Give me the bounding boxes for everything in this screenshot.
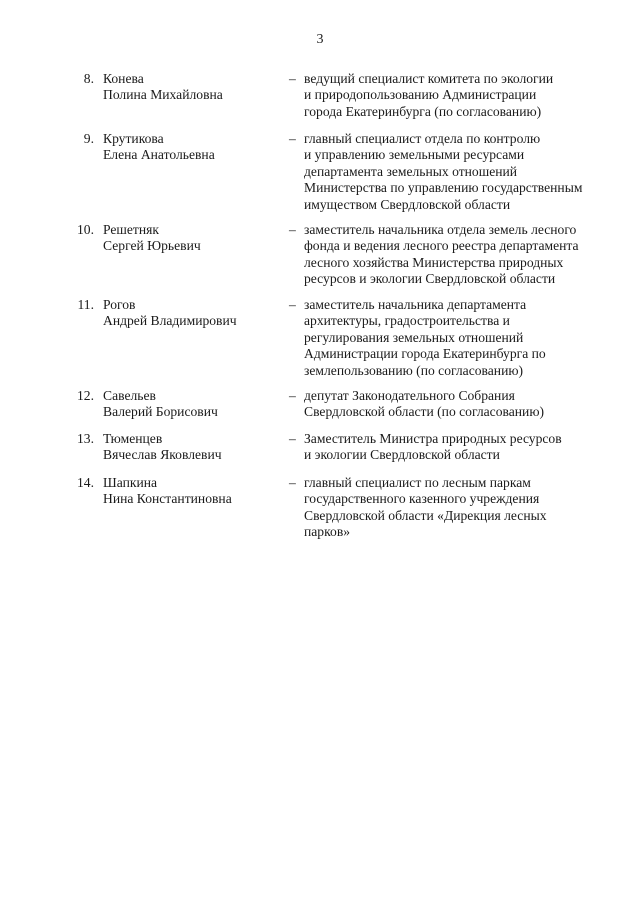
person-surname: Савельев	[103, 388, 156, 403]
person-name	[103, 431, 273, 464]
position-line: регулирования земельных отношений	[304, 329, 524, 345]
person-name	[103, 71, 273, 104]
person-surname: Крутикова	[103, 131, 164, 146]
position-line: заместитель начальника департамента	[304, 297, 527, 312]
position-line: имуществом Свердловской области	[304, 196, 511, 212]
page-number: 3	[316, 32, 324, 47]
position-line: главный специалист отдела по контролю	[304, 131, 541, 146]
person-given-names: Нина Константиновна	[103, 491, 232, 507]
entry-number: 12.	[77, 388, 94, 403]
dash-separator: –	[289, 297, 296, 312]
position-line: Министерства по управлению государственным	[304, 180, 583, 196]
position-line: и природопользованию Администрации	[304, 87, 537, 103]
entry-number: 11.	[77, 297, 94, 312]
dash-separator: –	[289, 222, 296, 237]
person-name	[103, 475, 273, 508]
person-name	[103, 222, 273, 255]
person-surname: Шапкина	[103, 475, 158, 490]
position-line: ресурсов и экологии Свердловской области	[304, 271, 556, 287]
position-line: Свердловской области «Дирекция лесных	[304, 507, 547, 523]
person-given-names: Елена Анатольевна	[103, 147, 215, 163]
entry-number: 10.	[77, 222, 94, 237]
person-position	[304, 297, 604, 379]
entry-number: 9.	[83, 131, 94, 146]
person-surname: Рогов	[103, 297, 136, 312]
dash-separator: –	[289, 71, 296, 86]
dash-separator: –	[289, 131, 296, 146]
person-given-names: Полина Михайловна	[103, 87, 223, 103]
dash-separator: –	[289, 388, 296, 403]
person-name	[103, 297, 273, 330]
person-name	[103, 388, 273, 421]
position-line: парков»	[304, 524, 351, 540]
position-line: фонда и ведения лесного реестра департамента	[304, 238, 579, 254]
person-surname: Конева	[103, 71, 144, 86]
position-line: заместитель начальника отдела земель лесного	[304, 222, 577, 237]
position-line: и управлению земельными ресурсами	[304, 147, 525, 163]
position-line: землепользованию (по согласованию)	[304, 362, 524, 378]
position-line: лесного хозяйства Министерства природных	[304, 254, 564, 270]
position-line: Администрации города Екатеринбурга по	[304, 346, 546, 362]
position-line: государственного казенного учреждения	[304, 491, 540, 507]
person-surname: Тюменцев	[103, 431, 163, 446]
dash-separator: –	[289, 431, 296, 446]
person-position	[304, 388, 604, 421]
entry-number: 14.	[77, 475, 94, 490]
person-given-names: Сергей Юрьевич	[103, 238, 201, 254]
person-position	[304, 131, 604, 213]
person-given-names: Вячеслав Яковлевич	[103, 447, 222, 463]
position-line: депутат Законодательного Собрания	[304, 388, 515, 403]
position-line: ведущий специалист комитета по экологии	[304, 71, 554, 86]
person-surname: Решетняк	[103, 222, 159, 237]
person-position	[304, 222, 604, 288]
person-position	[304, 431, 604, 464]
position-line: Свердловской области (по согласованию)	[304, 404, 545, 420]
entry-number: 13.	[77, 431, 94, 446]
entry-number: 8.	[83, 71, 94, 86]
position-line: Заместитель Министра природных ресурсов	[304, 431, 562, 446]
person-name	[103, 131, 273, 164]
position-line: департамента земельных отношений	[304, 163, 518, 179]
position-line: главный специалист по лесным паркам	[304, 475, 531, 490]
position-line: архитектуры, градостроительства и	[304, 313, 510, 329]
dash-separator: –	[289, 475, 296, 490]
position-line: и экологии Свердловской области	[304, 447, 500, 463]
person-position	[304, 71, 604, 120]
person-position	[304, 475, 604, 541]
person-given-names: Валерий Борисович	[103, 404, 218, 420]
position-line: города Екатеринбурга (по согласованию)	[304, 103, 542, 119]
person-given-names: Андрей Владимирович	[103, 313, 237, 329]
